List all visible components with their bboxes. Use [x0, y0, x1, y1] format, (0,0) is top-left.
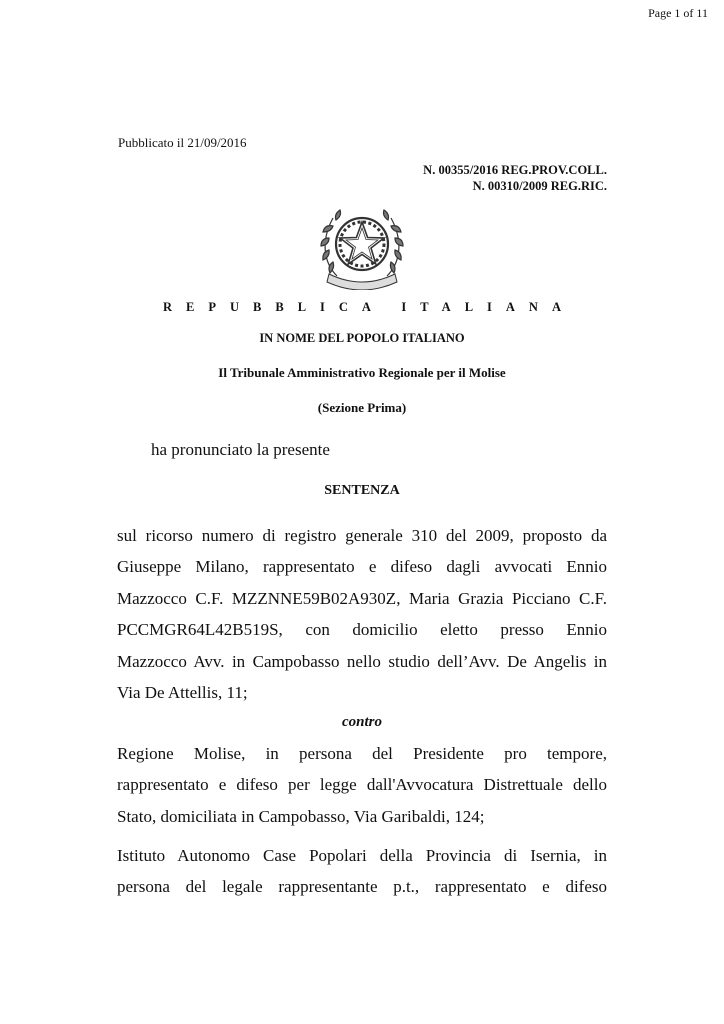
in-nome-heading: IN NOME DEL POPOLO ITALIANO: [259, 331, 465, 345]
tribunale-heading: Il Tribunale Amministrativo Regionale per il Molise: [218, 365, 506, 380]
ricorso-paragraph: [117, 520, 607, 708]
text-line: Via De Attellis, 11;: [117, 683, 248, 703]
text-line: sul ricorso numero di registro generale 310 del 2009, proposto da: [117, 526, 607, 545]
reg-prov-coll-number: N. 00355/2016 REG.PROV.COLL.: [423, 163, 607, 177]
text-line: Mazzocco Avv. in Campobasso nello studio dell’Avv. De Angelis in: [117, 651, 607, 671]
text-line: Istituto Autonomo Case Popolari della Provincia di Isernia, in: [117, 846, 607, 865]
text-line: Regione Molise, in persona del Presidente pro tempore,: [117, 744, 607, 763]
page-number: Page 1 of 11: [648, 6, 708, 20]
reg-ric-number: N. 00310/2009 REG.RIC.: [472, 179, 607, 193]
text-line: persona del legale rappresentante p.t., rappresentato e difeso: [117, 877, 607, 897]
text-line: rappresentato e difeso per legge dall'Avvocatura Distrettuale dello: [117, 775, 607, 795]
emblem-of-italy-icon: [315, 200, 409, 290]
sentenza-heading: SENTENZA: [324, 483, 400, 498]
republic-heading: REPUBBLICA ITALIANA: [163, 300, 575, 314]
text-line: Mazzocco C.F. MZZNNE59B02A930Z, Maria Grazia Picciano C.F.: [117, 588, 607, 608]
pronunciato-line: ha pronunciato la presente: [151, 440, 330, 459]
regione-paragraph: [117, 738, 607, 832]
contro-heading: contro: [341, 714, 382, 730]
text-line: Giuseppe Milano, rappresentato e difeso dagli avvocati Ennio: [117, 557, 607, 577]
sezione-heading: (Sezione Prima): [317, 400, 407, 415]
text-line: PCCMGR64L42B519S, con domicilio eletto presso Ennio: [117, 620, 607, 640]
iacp-paragraph: [117, 840, 607, 903]
publication-date: Pubblicato il 21/09/2016: [118, 135, 247, 150]
text-line: Stato, domiciliata in Campobasso, Via Garibaldi, 124;: [117, 806, 485, 826]
